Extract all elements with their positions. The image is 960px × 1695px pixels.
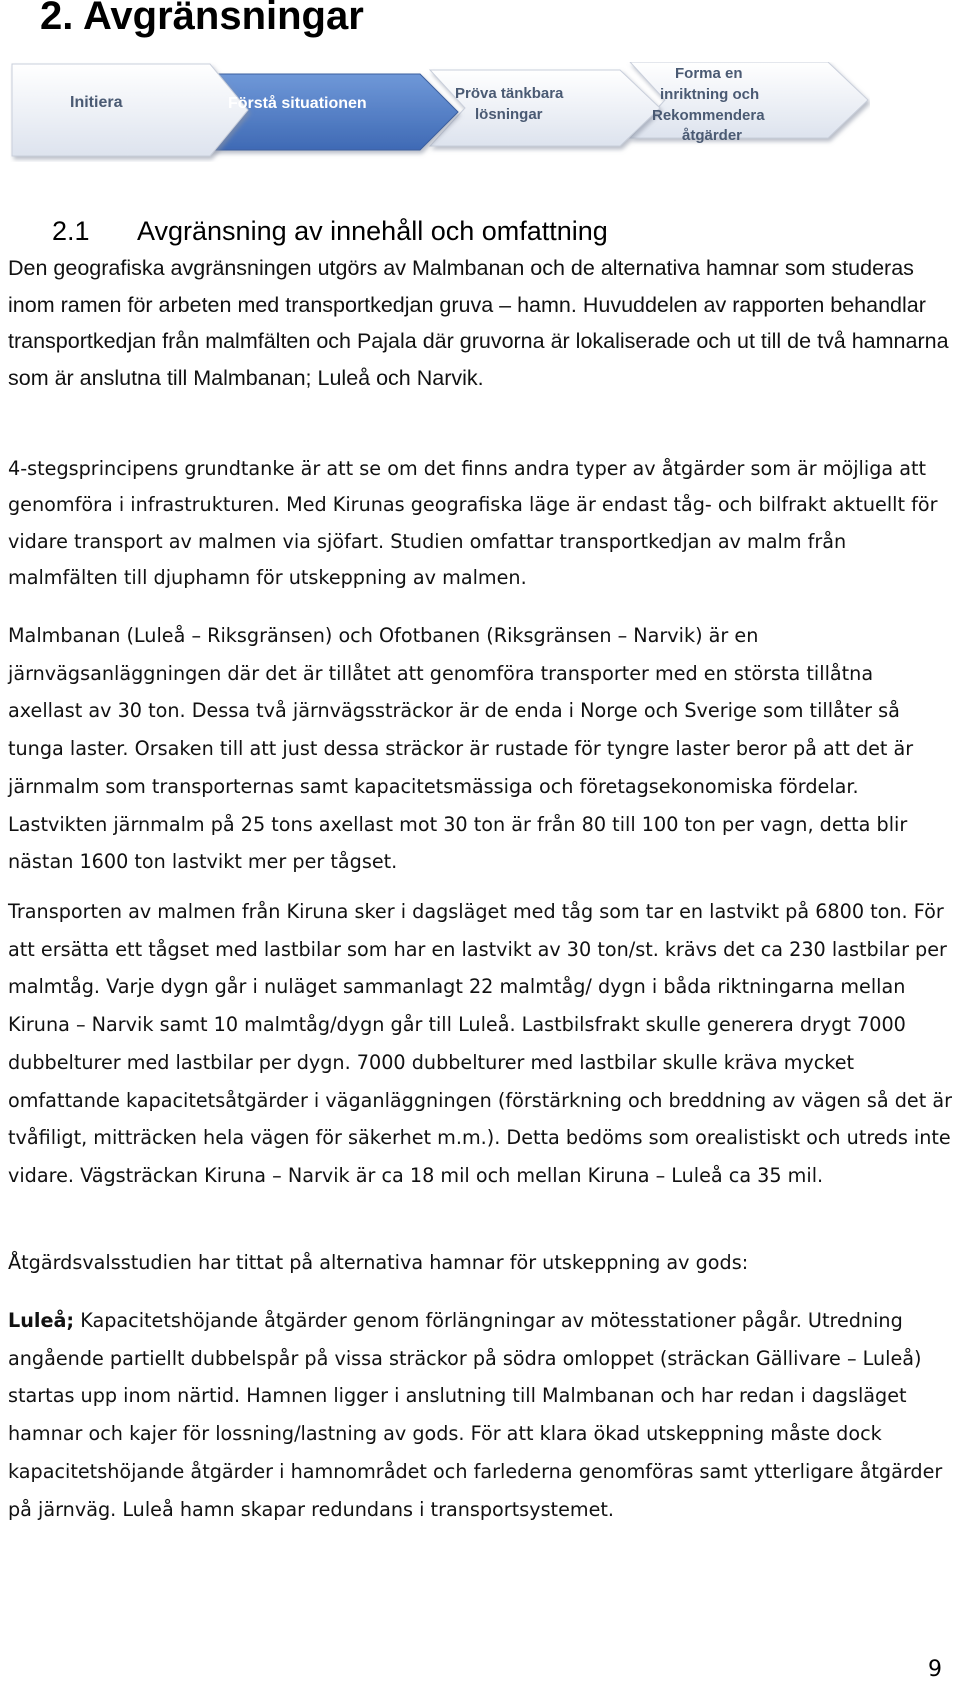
process-step-4-label-line2: inriktning och: [660, 86, 760, 103]
process-diagram: [10, 62, 870, 162]
paragraph-lulea: [8, 1302, 952, 1528]
process-step-4-label-line1: Forma en: [675, 65, 743, 82]
process-step-3-label-line1: Pröva tänkbara: [455, 85, 564, 102]
paragraph-transport: Transporten av malmen från Kiruna sker i dagsläget med tåg som tar en lastvikt på 6800 ton. För att ersätta ett tågset med lastbilar som har en lastvikt av 30 ton/st. krävs det ca 230 lastbilar per malmtåg. Varje dygn går i nuläget sammanlagt 22 malmtåg/ dygn i båda riktningarna mellan Kiruna – Narvik samt 10 malmtåg/dygn går till Luleå. Lastbilsfrakt skulle generera drygt 7000 dubbelturer med lastbilar per dygn. 7000 dubbelturer med lastbilar skulle kräva mycket omfattande kapacitetsåtgärder i väganläggningen (förstärkning och breddning av vägen så det är tvåfiligt, mitträcken hela vägen för säkerhet m.m.). Detta bedöms som orealistiskt och utreds inte vidare. Vägsträckan Kiruna – Narvik är ca 18 mil och mellan Kiruna – Luleå ca 35 mil.: [8, 900, 952, 1187]
paragraph-four-step-principle: 4-stegsprincipens grundtanke är att se om det finns andra typer av åtgärder som är möjliga att genomföra i infrastrukturen. Med Kirunas geografiska läge är endast tåg- och bilfrakt aktuellt för vidare transport av malmen via sjöfart. Studien omfattar transportkedjan av malm från malmfälten till djuphamn för utskeppning av malmen.: [8, 457, 938, 590]
section-number: 2.1: [52, 216, 90, 246]
process-step-1-arrow: [12, 64, 248, 156]
page-number: 9: [928, 1657, 942, 1682]
lulea-text: Kapacitetshöjande åtgärder genom förlängningar av mötesstationer pågår. Utredning angående partiellt dubbelspår på vissa sträckor på södra omloppet (sträckan Gällivare – Luleå) startas upp inom närtid. Hamnen ligger i anslutning till Malmbanan och har redan i dagsläget hamnar och kajer för lossning/lastning av gods. För att klara ökad utskeppning måste dock kapacitetshöjande åtgärder i hamnområdet och farlederna genomföras samt ytterligare åtgärder på järnväg. Luleå hamn skapar redundans i transportsystemet.: [8, 1309, 943, 1521]
process-step-3-label-line2: lösningar: [475, 106, 543, 123]
paragraph-malmbanan: Malmbanan (Luleå – Riksgränsen) och Ofotbanen (Riksgränsen – Narvik) är en järnvägsanläggningen där det är tillåtet att genomföra transporter med en största tillåtna axellast av 30 ton. Dessa två järnvägssträckor är de enda i Norge och Sverige som tillåter så tunga laster. Orsaken till att just dessa sträckor är rustade för tyngre laster beror på att det är järnmalm som transporternas samt kapacitetsmässiga och företagsekonomiska fördelar. Lastvikten järnmalm på 25 tons axellast mot 30 ton är från 80 till 100 ton per vagn, detta blir nästan 1600 ton lastvikt mer per tågset.: [8, 624, 914, 874]
paragraph-geographic-scope: Den geografiska avgränsningen utgörs av Malmbanan och de alternativa hamnar som studeras inom ramen för arbeten med transportkedjan gruva – hamn. Huvuddelen av rapporten behandlar transportkedjan från malmfälten och Pajala där gruvorna är lokaliserade och ut till de två hamnarna som är anslutna till Malmbanan; Luleå och Narvik.: [8, 256, 949, 390]
section-title: Avgränsning av innehåll och omfattning: [137, 216, 608, 246]
section-heading: [52, 216, 608, 246]
process-step-4-label-line4: åtgärder: [682, 127, 743, 144]
process-step-4-label-line3: Rekommendera: [652, 107, 765, 124]
process-step-2-label: Förstå situationen: [228, 95, 367, 112]
paragraph-alternative-ports: Åtgärdsvalsstudien har tittat på alternativa hamnar för utskeppning av gods:: [8, 1251, 749, 1274]
lulea-label: Luleå;: [8, 1309, 75, 1332]
page-heading: 2. Avgränsningar: [40, 0, 364, 38]
process-step-2-arrow: [210, 74, 458, 150]
process-step-1-label: Initiera: [70, 94, 123, 111]
process-step-3-arrow: [430, 70, 660, 146]
